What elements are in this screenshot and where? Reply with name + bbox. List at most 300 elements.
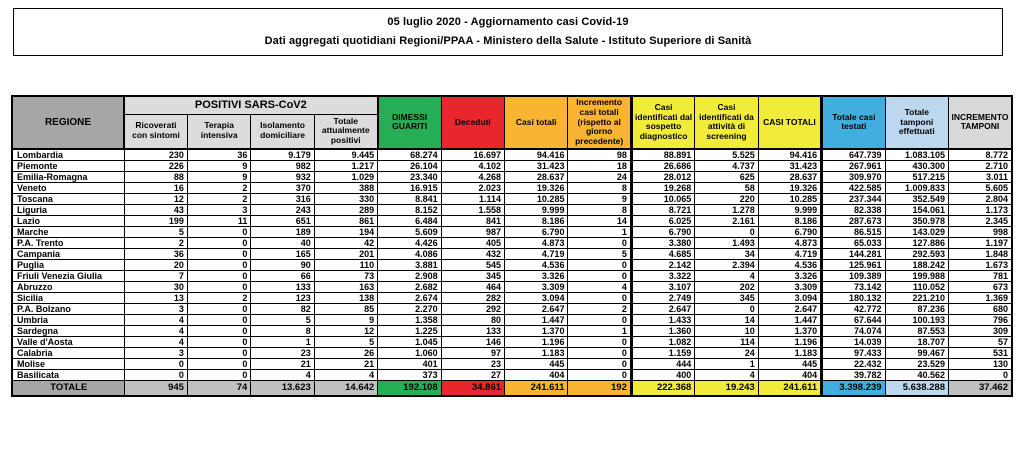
region-name-cell: Valle d'Aosta [12, 336, 124, 347]
value-cell: 222.368 [631, 380, 694, 396]
value-cell: 36 [124, 248, 187, 259]
value-cell: 1.196 [505, 336, 568, 347]
value-cell: 945 [124, 380, 187, 396]
value-cell: 30 [124, 281, 187, 292]
value-cell: 3.094 [505, 292, 568, 303]
value-cell: 8 [568, 204, 631, 215]
value-cell: 0 [568, 314, 631, 325]
table-row [12, 182, 1012, 193]
header-totale-tamponi: Totale tamponi effettuati [885, 96, 948, 149]
value-cell: 1.173 [948, 204, 1012, 215]
value-cell: 8.186 [758, 215, 821, 226]
header-casi-totali: Casi totali [505, 96, 568, 149]
region-name-cell: Toscana [12, 193, 124, 204]
value-cell: 2.682 [378, 281, 441, 292]
value-cell: 464 [441, 281, 504, 292]
value-cell: 9.445 [314, 149, 377, 161]
value-cell: 8.721 [631, 204, 694, 215]
value-cell: 2 [568, 303, 631, 314]
value-cell: 0 [187, 248, 250, 259]
value-cell: 97 [441, 347, 504, 358]
value-cell: 445 [505, 358, 568, 369]
value-cell: 404 [505, 369, 568, 380]
value-cell: 74.074 [822, 325, 885, 336]
value-cell: 8.841 [378, 193, 441, 204]
value-cell: 86.515 [822, 226, 885, 237]
value-cell: 22.432 [822, 358, 885, 369]
value-cell: 2.647 [505, 303, 568, 314]
value-cell: 4 [568, 281, 631, 292]
value-cell: 87.236 [885, 303, 948, 314]
value-cell: 0 [695, 226, 758, 237]
value-cell: 0 [187, 270, 250, 281]
value-cell: 5.609 [378, 226, 441, 237]
table-header [12, 96, 1012, 149]
value-cell: 2 [187, 182, 250, 193]
value-cell: 5 [568, 248, 631, 259]
value-cell: 0 [187, 336, 250, 347]
table-row [12, 358, 1012, 369]
value-cell: 680 [948, 303, 1012, 314]
value-cell: 0 [568, 270, 631, 281]
value-cell: 1.196 [758, 336, 821, 347]
value-cell: 114 [695, 336, 758, 347]
value-cell: 21 [314, 358, 377, 369]
value-cell: 0 [695, 303, 758, 314]
region-name-cell: P.A. Trento [12, 237, 124, 248]
value-cell: 143.029 [885, 226, 948, 237]
value-cell: 8.186 [505, 215, 568, 226]
value-cell: 1.183 [505, 347, 568, 358]
value-cell: 651 [251, 215, 314, 226]
region-name-cell: Friuli Venezia Giulia [12, 270, 124, 281]
value-cell: 74 [187, 380, 250, 396]
value-cell: 1.848 [948, 248, 1012, 259]
value-cell: 27 [441, 369, 504, 380]
value-cell: 73.142 [822, 281, 885, 292]
value-cell: 2.804 [948, 193, 1012, 204]
value-cell: 9.999 [758, 204, 821, 215]
value-cell: 5 [124, 226, 187, 237]
value-cell: 1.045 [378, 336, 441, 347]
value-cell: 133 [251, 281, 314, 292]
value-cell: 625 [695, 171, 758, 182]
value-cell: 0 [187, 259, 250, 270]
value-cell: 0 [187, 358, 250, 369]
value-cell: 1.558 [441, 204, 504, 215]
value-cell: 400 [631, 369, 694, 380]
value-cell: 6.025 [631, 215, 694, 226]
value-cell: 1.493 [695, 237, 758, 248]
value-cell: 19.243 [695, 380, 758, 396]
table-row [12, 281, 1012, 292]
value-cell: 4.102 [441, 160, 504, 171]
value-cell: 19.326 [505, 182, 568, 193]
value-cell: 796 [948, 314, 1012, 325]
value-cell: 0 [568, 336, 631, 347]
region-name-cell: Campania [12, 248, 124, 259]
value-cell: 9.179 [251, 149, 314, 161]
value-cell: 34.861 [441, 380, 504, 396]
total-label-cell: TOTALE [12, 380, 124, 396]
value-cell: 2 [124, 237, 187, 248]
value-cell: 445 [758, 358, 821, 369]
value-cell: 21 [251, 358, 314, 369]
value-cell: 932 [251, 171, 314, 182]
value-cell: 87.553 [885, 325, 948, 336]
value-cell: 2.647 [631, 303, 694, 314]
value-cell: 1.029 [314, 171, 377, 182]
value-cell: 241.611 [505, 380, 568, 396]
value-cell: 0 [187, 303, 250, 314]
value-cell: 998 [948, 226, 1012, 237]
value-cell: 4 [124, 314, 187, 325]
value-cell: 133 [441, 325, 504, 336]
value-cell: 40 [251, 237, 314, 248]
value-cell: 292 [441, 303, 504, 314]
region-name-cell: P.A. Bolzano [12, 303, 124, 314]
value-cell: 243 [251, 204, 314, 215]
value-cell: 5 [314, 336, 377, 347]
value-cell: 192 [568, 380, 631, 396]
region-name-cell: Marche [12, 226, 124, 237]
region-name-cell: Liguria [12, 204, 124, 215]
value-cell: 2.161 [695, 215, 758, 226]
value-cell: 432 [441, 248, 504, 259]
value-cell: 1 [695, 358, 758, 369]
total-row [12, 380, 1012, 396]
region-name-cell: Lombardia [12, 149, 124, 161]
region-name-cell: Abruzzo [12, 281, 124, 292]
value-cell: 861 [314, 215, 377, 226]
value-cell: 6.790 [631, 226, 694, 237]
value-cell: 37.462 [948, 380, 1012, 396]
value-cell: 138 [314, 292, 377, 303]
value-cell: 237.344 [822, 193, 885, 204]
value-cell: 39.782 [822, 369, 885, 380]
value-cell: 1.433 [631, 314, 694, 325]
value-cell: 444 [631, 358, 694, 369]
value-cell: 4 [695, 369, 758, 380]
value-cell: 287.673 [822, 215, 885, 226]
table-row [12, 270, 1012, 281]
value-cell: 1.370 [758, 325, 821, 336]
table-row [12, 149, 1012, 161]
value-cell: 1.278 [695, 204, 758, 215]
value-cell: 1.673 [948, 259, 1012, 270]
value-cell: 194 [314, 226, 377, 237]
value-cell: 3 [124, 347, 187, 358]
value-cell: 1.159 [631, 347, 694, 358]
value-cell: 12 [314, 325, 377, 336]
value-cell: 125.961 [822, 259, 885, 270]
value-cell: 19.268 [631, 182, 694, 193]
value-cell: 18.707 [885, 336, 948, 347]
value-cell: 2.908 [378, 270, 441, 281]
value-cell: 98 [568, 149, 631, 161]
value-cell: 4 [251, 369, 314, 380]
value-cell: 3.322 [631, 270, 694, 281]
table-row [12, 336, 1012, 347]
value-cell: 2.394 [695, 259, 758, 270]
value-cell: 10.285 [758, 193, 821, 204]
value-cell: 2 [187, 292, 250, 303]
value-cell: 28.012 [631, 171, 694, 182]
value-cell: 11 [187, 215, 250, 226]
header-group-row [12, 96, 1012, 114]
value-cell: 16.697 [441, 149, 504, 161]
value-cell: 2.674 [378, 292, 441, 303]
value-cell: 5.638.288 [885, 380, 948, 396]
value-cell: 0 [187, 369, 250, 380]
value-cell: 3.380 [631, 237, 694, 248]
value-cell: 5 [251, 314, 314, 325]
value-cell: 16.915 [378, 182, 441, 193]
header-incremento-tamponi: INCREMENTO TAMPONI [948, 96, 1012, 149]
value-cell: 3 [124, 303, 187, 314]
value-cell: 430.300 [885, 160, 948, 171]
value-cell: 24 [568, 171, 631, 182]
value-cell: 36 [187, 149, 250, 161]
value-cell: 0 [568, 259, 631, 270]
value-cell: 4.719 [505, 248, 568, 259]
region-name-cell: Emilia-Romagna [12, 171, 124, 182]
value-cell: 0 [187, 325, 250, 336]
value-cell: 226 [124, 160, 187, 171]
value-cell: 0 [187, 281, 250, 292]
value-cell: 23.529 [885, 358, 948, 369]
value-cell: 199.988 [885, 270, 948, 281]
value-cell: 68.274 [378, 149, 441, 161]
value-cell: 9 [187, 160, 250, 171]
value-cell: 4.536 [505, 259, 568, 270]
table-row [12, 215, 1012, 226]
value-cell: 88.891 [631, 149, 694, 161]
value-cell: 282 [441, 292, 504, 303]
value-cell: 531 [948, 347, 1012, 358]
value-cell: 673 [948, 281, 1012, 292]
value-cell: 309.970 [822, 171, 885, 182]
value-cell: 647.739 [822, 149, 885, 161]
value-cell: 109.389 [822, 270, 885, 281]
value-cell: 422.585 [822, 182, 885, 193]
header-casi-sospetto-diagnostico: Casi identificati dal sospetto diagnostico [631, 96, 694, 149]
value-cell: 88 [124, 171, 187, 182]
value-cell: 1.370 [505, 325, 568, 336]
value-cell: 20 [124, 259, 187, 270]
title-box [13, 8, 1003, 56]
value-cell: 23.340 [378, 171, 441, 182]
value-cell: 2 [187, 193, 250, 204]
value-cell: 3.011 [948, 171, 1012, 182]
value-cell: 58 [695, 182, 758, 193]
value-cell: 144.281 [822, 248, 885, 259]
region-name-cell: Basilicata [12, 369, 124, 380]
value-cell: 110 [314, 259, 377, 270]
value-cell: 90 [251, 259, 314, 270]
header-positivi-group: POSITIVI SARS-CoV2 [124, 96, 378, 114]
header-totale-casi-testati: Totale casi testati [822, 96, 885, 149]
value-cell: 1 [568, 226, 631, 237]
value-cell: 1.447 [505, 314, 568, 325]
table-row [12, 171, 1012, 182]
value-cell: 0 [124, 369, 187, 380]
value-cell: 202 [695, 281, 758, 292]
value-cell: 3.107 [631, 281, 694, 292]
value-cell: 4 [695, 270, 758, 281]
value-cell: 31.423 [505, 160, 568, 171]
value-cell: 180.132 [822, 292, 885, 303]
header-casi-totali-caps: CASI TOTALI [758, 96, 821, 149]
value-cell: 23 [251, 347, 314, 358]
value-cell: 26.104 [378, 160, 441, 171]
value-cell: 82.338 [822, 204, 885, 215]
value-cell: 350.978 [885, 215, 948, 226]
value-cell: 146 [441, 336, 504, 347]
value-cell: 188.242 [885, 259, 948, 270]
value-cell: 10 [695, 325, 758, 336]
value-cell: 4.685 [631, 248, 694, 259]
header-totale-attualmente-positivi: Totale attualmente positivi [314, 114, 377, 149]
value-cell: 0 [124, 358, 187, 369]
value-cell: 982 [251, 160, 314, 171]
value-cell: 9 [314, 314, 377, 325]
value-cell: 404 [758, 369, 821, 380]
value-cell: 373 [378, 369, 441, 380]
value-cell: 26 [314, 347, 377, 358]
value-cell: 0 [568, 347, 631, 358]
value-cell: 4.873 [505, 237, 568, 248]
value-cell: 309 [948, 325, 1012, 336]
table-row [12, 292, 1012, 303]
value-cell: 10.285 [505, 193, 568, 204]
table-row [12, 160, 1012, 171]
value-cell: 2.270 [378, 303, 441, 314]
value-cell: 0 [568, 369, 631, 380]
table-row [12, 259, 1012, 270]
value-cell: 1 [251, 336, 314, 347]
value-cell: 841 [441, 215, 504, 226]
value-cell: 1.083.105 [885, 149, 948, 161]
value-cell: 6.790 [505, 226, 568, 237]
value-cell: 13 [124, 292, 187, 303]
value-cell: 289 [314, 204, 377, 215]
table-row [12, 314, 1012, 325]
value-cell: 9 [568, 193, 631, 204]
value-cell: 4 [124, 336, 187, 347]
value-cell: 352.549 [885, 193, 948, 204]
value-cell: 517.215 [885, 171, 948, 182]
value-cell: 5.525 [695, 149, 758, 161]
value-cell: 388 [314, 182, 377, 193]
value-cell: 230 [124, 149, 187, 161]
value-cell: 9 [187, 171, 250, 182]
value-cell: 189 [251, 226, 314, 237]
region-name-cell: Umbria [12, 314, 124, 325]
value-cell: 65.033 [822, 237, 885, 248]
value-cell: 4.873 [758, 237, 821, 248]
value-cell: 10.065 [631, 193, 694, 204]
table-row [12, 204, 1012, 215]
value-cell: 1.225 [378, 325, 441, 336]
value-cell: 14.642 [314, 380, 377, 396]
value-cell: 1.114 [441, 193, 504, 204]
value-cell: 26.686 [631, 160, 694, 171]
value-cell: 2.749 [631, 292, 694, 303]
value-cell: 5.605 [948, 182, 1012, 193]
value-cell: 2.023 [441, 182, 504, 193]
value-cell: 0 [568, 237, 631, 248]
value-cell: 192.108 [378, 380, 441, 396]
table-row [12, 347, 1012, 358]
region-name-cell: Sicilia [12, 292, 124, 303]
value-cell: 3.309 [758, 281, 821, 292]
value-cell: 3.094 [758, 292, 821, 303]
value-cell: 0 [568, 358, 631, 369]
value-cell: 987 [441, 226, 504, 237]
value-cell: 292.593 [885, 248, 948, 259]
value-cell: 23 [441, 358, 504, 369]
value-cell: 100.193 [885, 314, 948, 325]
bulletin-source-subtitle: Dati aggregati quotidiani Regioni/PPAA - Ministero della Salute - Istituto Superiore di Sanità [264, 35, 752, 47]
region-name-cell: Lazio [12, 215, 124, 226]
value-cell: 3.309 [505, 281, 568, 292]
value-cell: 1.009.833 [885, 182, 948, 193]
header-deceduti: Deceduti [441, 96, 504, 149]
value-cell: 6.790 [758, 226, 821, 237]
value-cell: 4 [314, 369, 377, 380]
value-cell: 401 [378, 358, 441, 369]
value-cell: 82 [251, 303, 314, 314]
value-cell: 370 [251, 182, 314, 193]
table-row [12, 193, 1012, 204]
value-cell: 34 [695, 248, 758, 259]
value-cell: 16 [124, 182, 187, 193]
header-isolamento-domiciliare: Isolamento domiciliare [251, 114, 314, 149]
value-cell: 3.881 [378, 259, 441, 270]
value-cell: 7 [124, 270, 187, 281]
value-cell: 42.772 [822, 303, 885, 314]
value-cell: 4.268 [441, 171, 504, 182]
value-cell: 127.886 [885, 237, 948, 248]
region-name-cell: Piemonte [12, 160, 124, 171]
value-cell: 2.142 [631, 259, 694, 270]
table-row [12, 248, 1012, 259]
value-cell: 97.433 [822, 347, 885, 358]
value-cell: 3.326 [758, 270, 821, 281]
value-cell: 14.039 [822, 336, 885, 347]
value-cell: 28.637 [758, 171, 821, 182]
value-cell: 163 [314, 281, 377, 292]
value-cell: 220 [695, 193, 758, 204]
header-casi-screening: Casi identificati da attività di screening [695, 96, 758, 149]
value-cell: 405 [441, 237, 504, 248]
value-cell: 28.637 [505, 171, 568, 182]
value-cell: 14 [695, 314, 758, 325]
value-cell: 781 [948, 270, 1012, 281]
value-cell: 3.398.239 [822, 380, 885, 396]
value-cell: 1.197 [948, 237, 1012, 248]
region-name-cell: Veneto [12, 182, 124, 193]
header-regione: REGIONE [12, 96, 124, 149]
value-cell: 130 [948, 358, 1012, 369]
value-cell: 1.369 [948, 292, 1012, 303]
value-cell: 1.447 [758, 314, 821, 325]
value-cell: 4.086 [378, 248, 441, 259]
value-cell: 0 [187, 314, 250, 325]
value-cell: 2.647 [758, 303, 821, 314]
value-cell: 14 [568, 215, 631, 226]
